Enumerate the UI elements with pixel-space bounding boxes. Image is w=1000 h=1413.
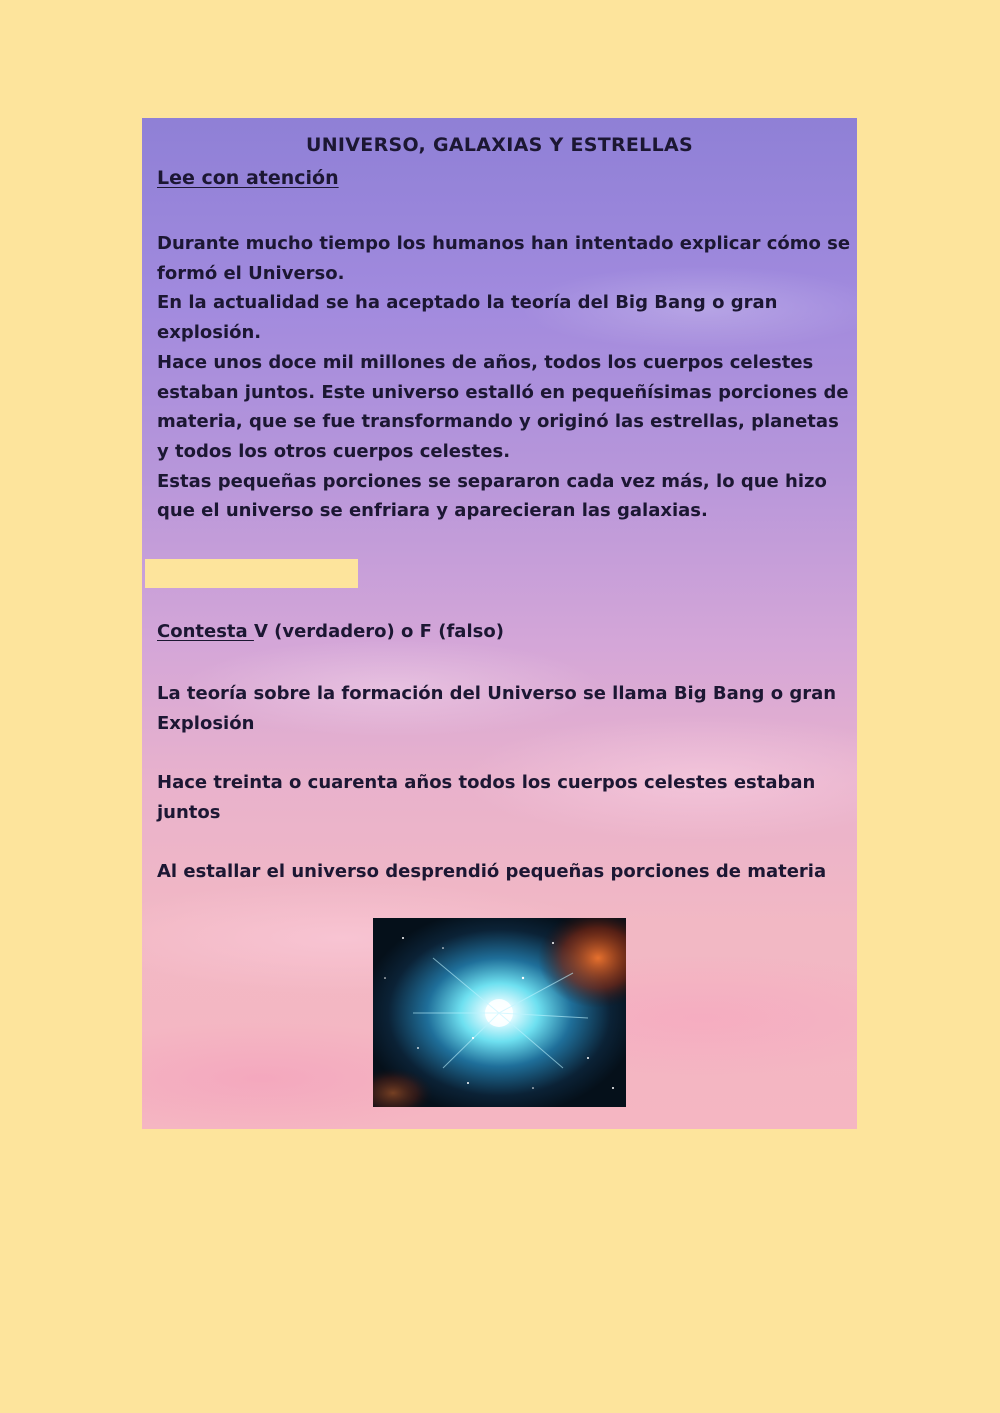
statement-1: La teoría sobre la formación del Universo se llama Big Bang o gran Explosión <box>157 683 837 734</box>
instruction-rest: V (verdadero) o F (falso) <box>253 621 504 642</box>
statement-2: Hace treinta o cuarenta años todos los cuerpos celestes estaban juntos <box>157 772 816 823</box>
big-bang-image <box>373 918 626 1107</box>
worksheet-panel <box>142 118 857 1129</box>
reading-passage: Durante mucho tiempo los humanos han intentado explicar cómo se formó el Universo. En la actualidad se ha aceptado la teoría del Big Bang o gran explosión. Hace unos doce mil millones de años, todos los cuerpos celestes estaban juntos. Este universo estalló en pequeñísimas porciones de materia, que se fue transformando y originó las estrellas, planetas y todos los otros cuerpos celestes. Estas pequeñas porciones se separaron cada vez más, lo que hizo que el universo se enfriara y aparecieran las galaxias. <box>157 233 851 522</box>
statement-3: Al estallar el universo desprendió pequeñas porciones de materia <box>157 861 827 882</box>
answer-highlight-box <box>145 559 358 588</box>
reading-instruction: Lee con atención <box>157 167 339 189</box>
question-instruction <box>157 621 504 642</box>
worksheet-title: UNIVERSO, GALAXIAS Y ESTRELLAS <box>305 134 693 156</box>
instruction-underlined: Contesta <box>157 621 254 642</box>
